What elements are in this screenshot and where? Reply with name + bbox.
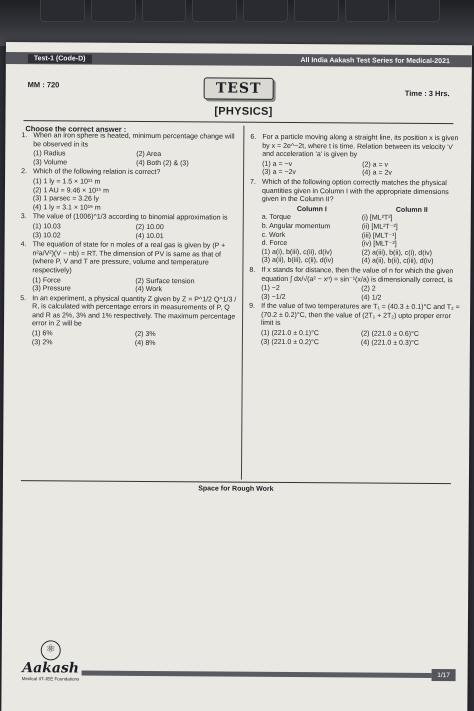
- option: (4) Work: [135, 286, 163, 294]
- left-column: [20, 132, 240, 350]
- question-7: 7. Which of the following option correctly matches the physical quantities given in Column I with the appropriate dimensions given in the Column II?: [250, 178, 449, 204]
- series-title: All India Aakash Test Series for Medical-2021: [300, 56, 450, 65]
- option: (2) Surface tension: [135, 277, 195, 285]
- option: (2) a = v: [362, 161, 389, 169]
- option: (4) Both (2) & (3): [136, 159, 189, 168]
- option: (4) 1/2: [361, 294, 382, 302]
- option: (4) a = 2v: [362, 169, 392, 178]
- max-marks: MM : 720: [27, 80, 60, 90]
- option: (3) 2%: [31, 338, 53, 346]
- option: (1) −2: [261, 284, 280, 293]
- question-3: 3. The value of (1006)^1/3 according to binomial approximation is: [20, 213, 228, 222]
- column-divider: [241, 126, 244, 480]
- aakash-logo: [16, 640, 86, 681]
- question-4: 4. The equation of state for n moles of a real gas is given by (P + n²a/V²)(V − nb) = RT. The dimension of PV is same as that of (where P, V and T are pressure, volume and temperature respectively): [20, 241, 226, 275]
- options-7: [249, 248, 461, 267]
- footer-bar: [82, 671, 432, 678]
- test-label: TEST: [204, 77, 274, 99]
- divider-bottom: [21, 480, 451, 484]
- option: (4) 10.01: [135, 232, 164, 240]
- divider-top: [23, 120, 453, 124]
- instruction: Choose the correct answer :: [25, 124, 127, 134]
- rough-work-label: Space for Rough Work: [198, 485, 274, 493]
- header-band: [6, 52, 472, 67]
- options-6: [250, 160, 462, 179]
- option: (2) 10.00: [135, 223, 164, 232]
- option: (1) Force: [32, 276, 61, 284]
- options-4: [20, 277, 238, 296]
- option: (2) a(iii), b(ii), c(i), d(iv): [361, 249, 432, 257]
- option: (1) 10.03: [32, 223, 61, 231]
- options-1: [21, 150, 239, 169]
- brand-name: Aakash: [22, 660, 80, 677]
- question-2: 2. Which of the following relation is correct?: [21, 168, 161, 177]
- question-6: 6. For a particle moving along a straight line, its position x is given by x = 2e^−2t, where t is time. Relation between its velocity 'v' and acceleration 'a' is given by: [250, 133, 459, 159]
- option: (3) 1 parsec = 3.26 ly: [32, 195, 99, 203]
- options-5: [20, 330, 238, 349]
- question-paper: [1, 42, 472, 711]
- right-column: [249, 134, 462, 350]
- brand-subtitle: Medical IIT-JEE Foundations: [21, 676, 80, 682]
- option: (1) Radius: [33, 150, 66, 158]
- question-5: 5. In an experiment, a physical quantity Z given by Z = P^1/2 Q^1/3 / R, is calculated with percentage errors in measurements of P, Q and R as 2%, 3% and 1% respectively. The maximum percentage error in Z will be: [20, 294, 237, 329]
- options-3: [21, 223, 239, 242]
- option: (3) 10.02: [32, 231, 61, 239]
- question-1: 1. When an iron sphere is heated, minimum percentage change will be observed in its: [21, 132, 235, 149]
- question-9: 9. If the value of two temperatures are T₁ = (40.3 ± 0.1)°C and T₂ = (70.2 ± 0.2)°C, then the value of (2T₁ + 2T₂) upto proper error limit is: [249, 302, 460, 328]
- option: (1) 6%: [31, 330, 53, 338]
- option: (2) (221.0 ± 0.6)°C: [360, 330, 419, 338]
- match-row: d. Force (iv) [MLT⁻²]: [261, 239, 397, 248]
- option: (3) a = −2v: [262, 169, 296, 177]
- match-row: b. Angular momentum (ii) [ML²T⁻²]: [261, 222, 398, 231]
- option: (3) (221.0 ± 0.2)°C: [260, 338, 319, 346]
- option: (4) 8%: [134, 339, 156, 347]
- option: (2) 1 AU = 9.46 × 10¹⁵ m: [32, 186, 110, 195]
- option: (1) a = −v: [262, 160, 293, 168]
- option: (4) (221.0 ± 0.3)°C: [360, 339, 419, 347]
- option: (3) Volume: [33, 158, 68, 167]
- test-code: Test-1 (Code-D): [28, 54, 92, 63]
- option: (2) 2: [361, 285, 376, 293]
- options-9: [249, 330, 461, 349]
- option: (3) −1/2: [261, 293, 286, 301]
- option: (1) a(i), b(iii), c(ii), d(iv): [261, 248, 332, 256]
- laptop-edge: [0, 0, 474, 46]
- keyboard-keys: [40, 0, 440, 22]
- option: (3) a(ii), b(iii), c(ii), d(iv): [261, 257, 334, 265]
- question-8: 8. If x stands for distance, then the value of n for which the given equation ∫ dx/√(a² − xⁿ) = sin⁻¹(x/a) is dimensionally correct, is: [249, 266, 454, 284]
- subject-title: [PHYSICS]: [214, 105, 273, 118]
- option: (1) 1 ly = 1.5 × 10¹¹ m: [33, 178, 101, 186]
- options-8: [249, 285, 461, 304]
- option: (4) 1 ly = 3.1 × 10¹⁶ m: [32, 203, 101, 212]
- match-row: c. Work (iii) [MLT⁻¹]: [261, 231, 397, 240]
- options-2: [21, 178, 239, 214]
- column-2-label: Column II: [395, 206, 428, 214]
- page-number: 1/17: [432, 669, 456, 681]
- logo-emblem-icon: ⚛: [41, 640, 61, 660]
- time-limit: Time : 3 Hrs.: [404, 88, 450, 99]
- match-row: a. Torque (i) [ML²T²]: [261, 214, 393, 223]
- column-1-label: Column I: [296, 205, 327, 213]
- option: (1) (221.0 ± 0.1)°C: [260, 329, 319, 338]
- option: (2) Area: [136, 151, 162, 159]
- option: (2) 3%: [134, 330, 156, 339]
- option: (3) Pressure: [32, 285, 71, 293]
- option: (4) a(ii), b(ii), c(iii), d(iv): [361, 257, 434, 266]
